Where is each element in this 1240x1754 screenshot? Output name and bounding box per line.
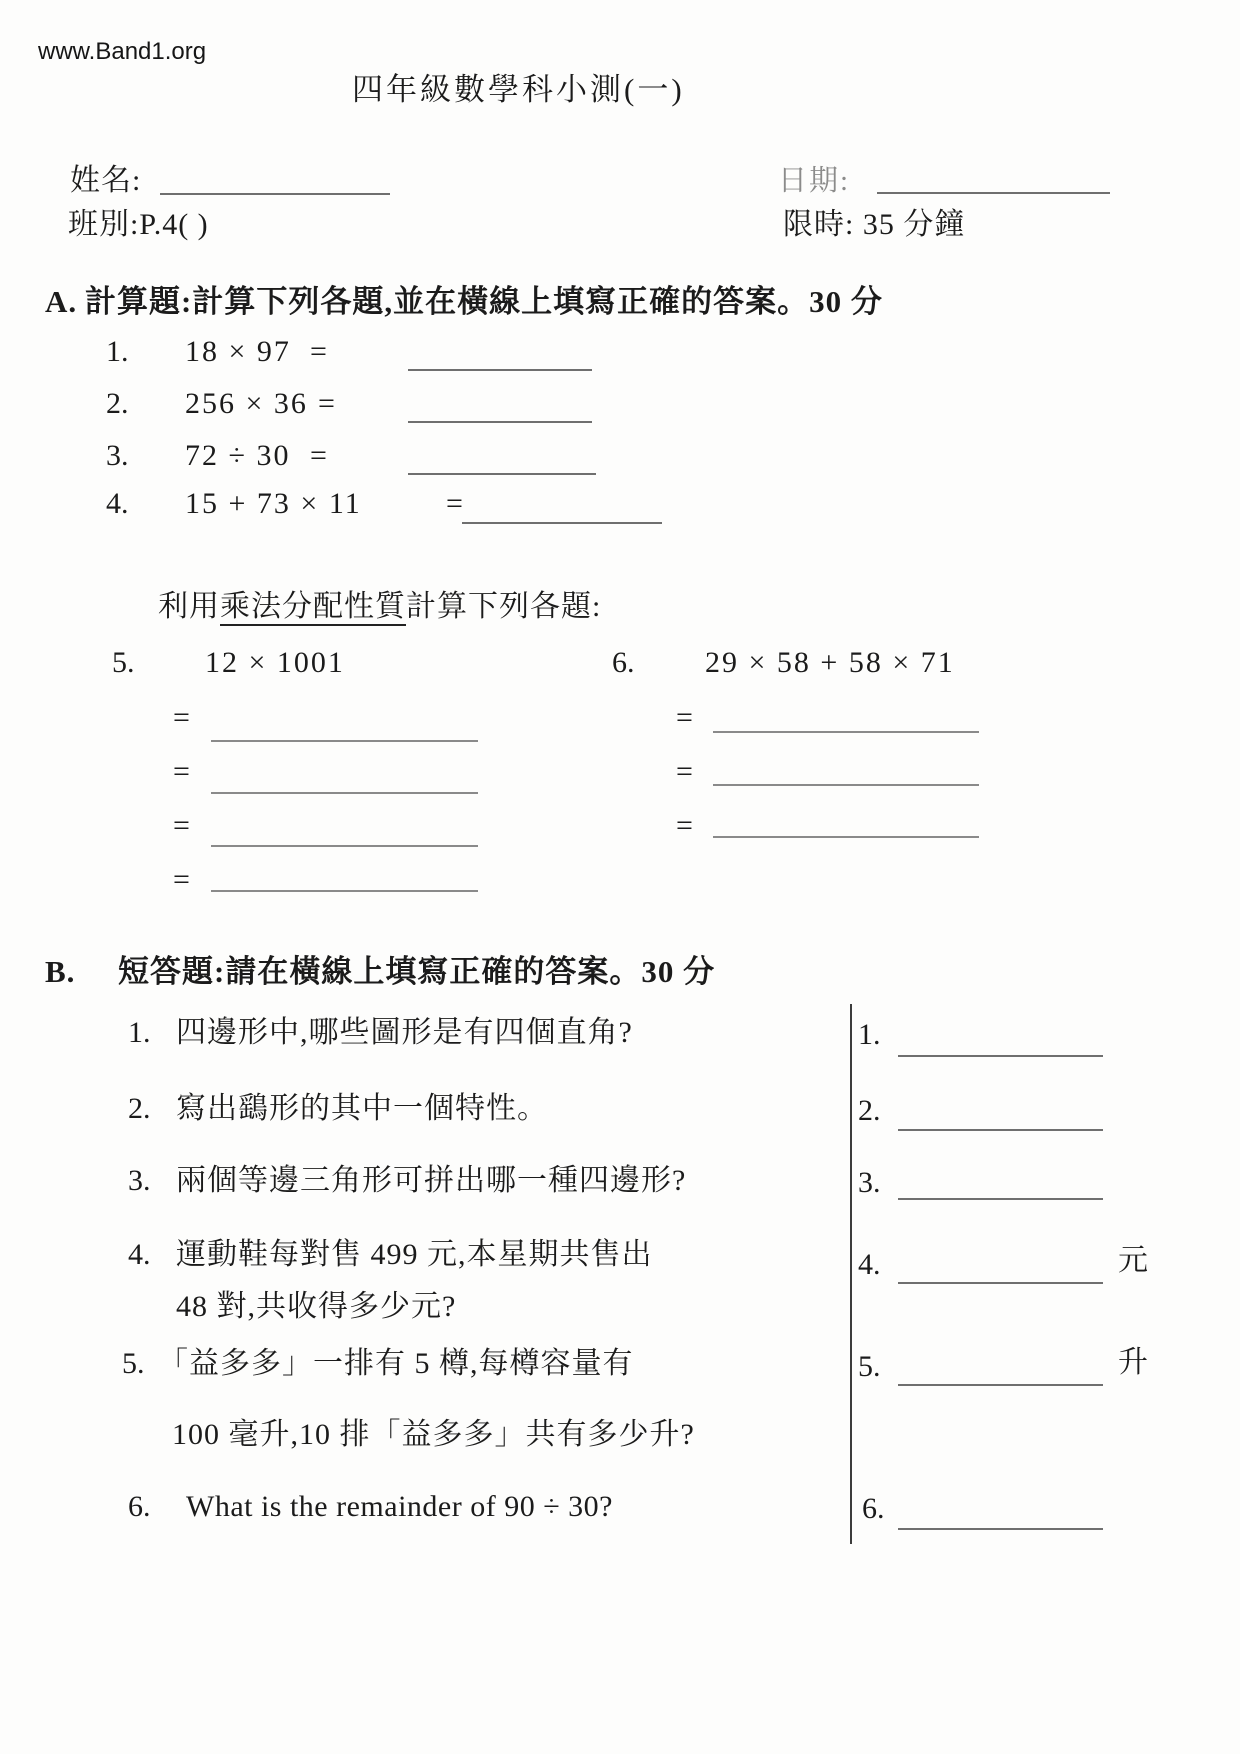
question-number: 4. [128,1238,151,1271]
question-text: 運動鞋每對售 499 元,本星期共售出 [176,1238,653,1271]
section-b-label: B. [45,954,76,989]
answer-blank-line [462,522,662,524]
page-title: 四年級數學科小測(一) [352,72,685,107]
name-label: 姓名: [70,164,142,197]
section-b-title: 短答題:請在橫線上填寫正確的答案。30 分 [118,954,716,989]
problem-number: 4. [106,487,129,520]
section-a-title: 計算題:計算下列各題,並在橫線上填寫正確的答案。30 分 [85,284,883,319]
date-fill-line [877,192,1110,194]
equals-sign: = [446,487,463,520]
question-text: 兩個等邊三角形可拼出哪一種四邊形? [176,1164,687,1197]
equals-sign: = [318,387,335,420]
answer-line [898,1129,1103,1131]
question-text-line2: 48 對,共收得多少元? [176,1290,457,1323]
question-text: What is the remainder of 90 ÷ 30? [186,1490,613,1523]
step-equals: = [676,701,693,734]
answer-number: 2. [858,1094,881,1127]
answer-number: 4. [858,1248,881,1281]
answer-unit: 元 [1118,1244,1149,1277]
answer-blank-line [408,421,592,423]
answer-number: 1. [858,1018,881,1051]
step-equals: = [676,809,693,842]
question-number: 2. [128,1092,151,1125]
question-text-line2: 100 毫升,10 排「益多多」共有多少升? [172,1418,695,1451]
question-number: 6. [128,1490,151,1523]
question-text: 寫出鷂形的其中一個特性。 [176,1092,548,1125]
answer-line [898,1384,1103,1386]
step-equals: = [173,701,190,734]
note-suffix: 計算下列各題: [406,590,602,623]
answer-unit: 升 [1118,1346,1149,1379]
date-label-faded: 日期: [778,165,851,197]
problem6-expression: 29 × 58 + 58 × 71 [705,646,955,679]
step-line [713,836,979,838]
equals-sign: = [310,335,327,368]
section-a-label: A. [45,284,78,319]
step-equals: = [173,755,190,788]
problem-expression: 15 + 73 × 11 [185,487,362,520]
distributive-note [158,590,601,625]
step-line [211,792,478,794]
problem5-number: 5. [112,646,135,679]
question-number: 5. [122,1347,145,1380]
answer-number: 6. [862,1492,885,1525]
class-label: 班別:P.4( ) [68,208,209,241]
question-number: 3. [128,1164,151,1197]
step-equals: = [173,809,190,842]
note-underlined-term: 乘法分配性質 [220,590,406,626]
step-equals: = [676,755,693,788]
step-line [211,890,478,892]
time-limit-label: 限時: 35 分鐘 [783,208,966,241]
answer-column-divider [850,1004,852,1544]
name-fill-line [160,193,390,195]
question-text: 「益多多」一排有 5 樽,每樽容量有 [158,1347,634,1380]
question-number: 1. [128,1016,151,1049]
problem-expression: 72 ÷ 30 [185,439,291,472]
answer-line [898,1198,1103,1200]
answer-line [898,1528,1103,1530]
note-prefix: 利用 [158,590,220,623]
problem-number: 3. [106,439,129,472]
answer-line [898,1282,1103,1284]
problem-number: 1. [106,335,129,368]
problem5-expression: 12 × 1001 [205,646,345,679]
step-line [713,784,979,786]
problem6-number: 6. [612,646,635,679]
step-line [713,731,979,733]
step-line [211,845,478,847]
answer-blank-line [408,473,596,475]
step-equals: = [173,863,190,896]
watermark: www.Band1.org [38,38,207,65]
answer-blank-line [408,369,592,371]
answer-line [898,1055,1103,1057]
problem-expression: 256 × 36 [185,387,308,420]
step-line [211,740,478,742]
problem-number: 2. [106,387,129,420]
answer-number: 5. [858,1350,881,1383]
equals-sign: = [310,439,327,472]
question-text: 四邊形中,哪些圖形是有四個直角? [176,1016,633,1049]
answer-number: 3. [858,1166,881,1199]
problem-expression: 18 × 97 [185,335,291,368]
